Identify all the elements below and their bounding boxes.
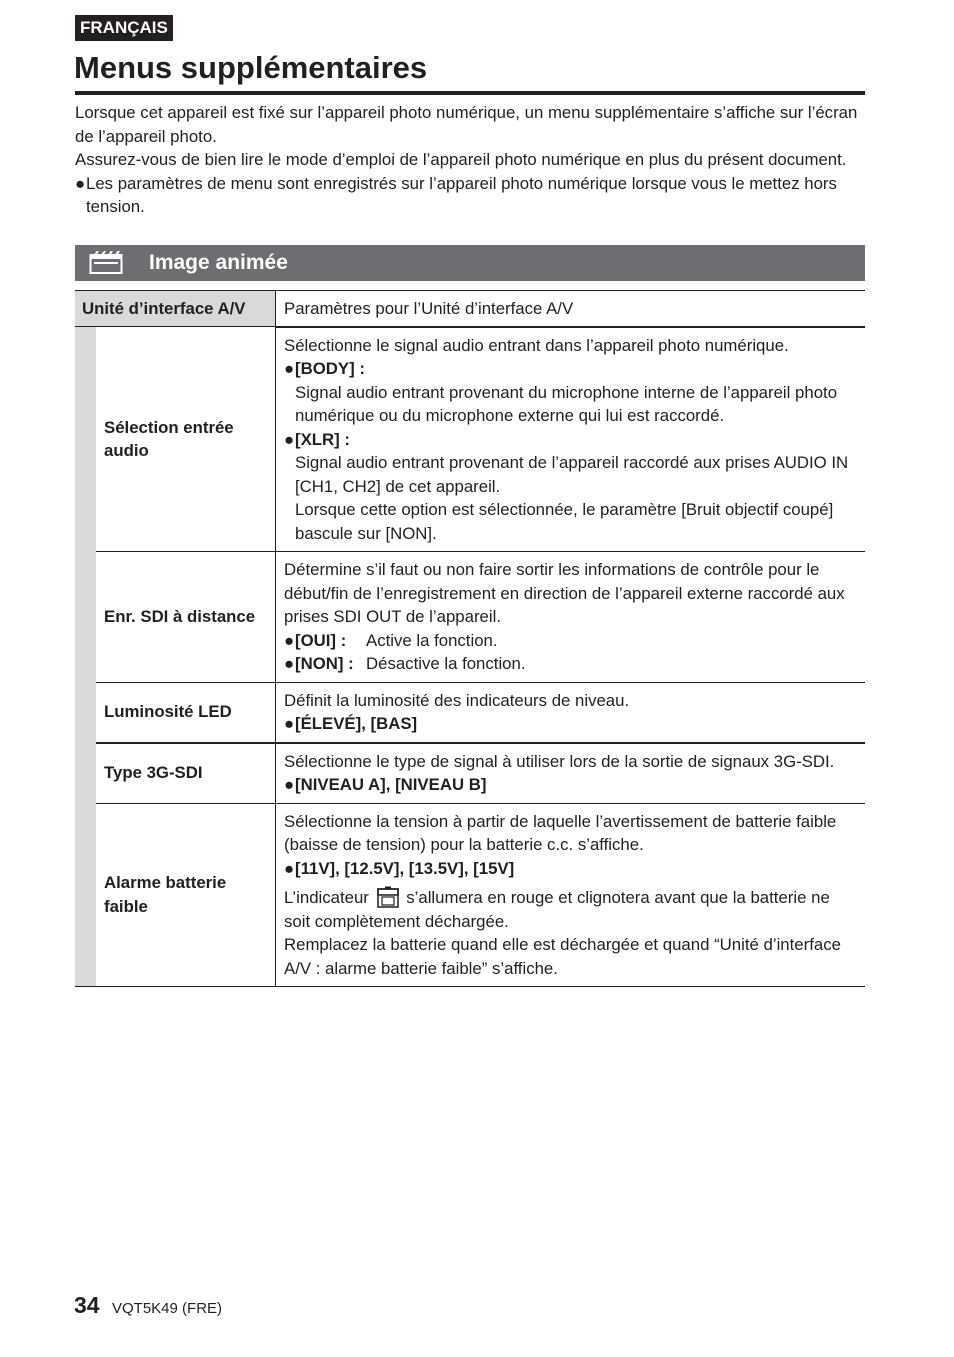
option-label: [XLR] : [295, 429, 350, 449]
option-text: Signal audio entrant provenant de l’appareil raccordé aux prises AUDIO IN [CH1, CH2] de cet appareil. [295, 453, 849, 496]
option-label: [BODY] : [295, 359, 365, 378]
note-text-before: L’indicateur [284, 888, 369, 907]
note-text-after: s’allumera en rouge et clignotera avant que la batterie ne soit complètement déchargée. [284, 888, 830, 931]
row-desc [276, 552, 866, 683]
option-label: [11V], [12.5V], [13.5V], [15V] [295, 858, 515, 878]
option-label: [NON] : [295, 654, 354, 673]
row-note [284, 886, 857, 933]
intro-paragraph-1: Lorsque cet appareil est fixé sur l’appareil photo numérique, un menu supplémentaire s’affiche sur l’écran de l’appareil photo. [75, 103, 858, 146]
row-label: Enr. SDI à distance [96, 552, 276, 683]
option: ● [OUI] : Active la fonction. [284, 629, 857, 653]
table-row [75, 327, 865, 552]
table-row [75, 552, 865, 683]
intro-bullet [75, 172, 865, 219]
table-side-strip [75, 327, 96, 987]
row-desc [276, 327, 866, 552]
section-header [75, 245, 865, 281]
option: ● [ÉLEVÉ], [BAS] [284, 712, 857, 736]
option-text: Active la fonction. [366, 630, 498, 650]
row-intro: Détermine s’il faut ou non faire sortir les informations de contrôle pour le début/fin de l’enregistrement en direction de l’appareil externe raccordé aux prises SDI OUT de l’appareil. [284, 560, 845, 626]
option-label: [ÉLEVÉ], [BAS] [295, 714, 418, 733]
row-desc [276, 803, 866, 987]
settings-table [75, 290, 865, 987]
bullet-dot: ● [75, 173, 86, 193]
option: ● [NIVEAU A], [NIVEAU B] [284, 773, 857, 797]
table-header-label: Unité d’interface A/V [75, 291, 276, 327]
row-note-2: Remplacez la batterie quand elle est déchargée et quand “Unité d’interface A/V : alarme batterie faible” s’affiche. [284, 935, 841, 978]
option: ● [XLR] : [284, 428, 857, 452]
row-intro: Sélectionne la tension à partir de laquelle l’avertissement de batterie faible (baisse de tension) pour la batterie c.c. s’affiche. [284, 811, 837, 854]
intro-paragraph-2: Assurez-vous de bien lire le mode d’emploi de l’appareil photo numérique en plus du présent document. [75, 150, 847, 169]
intro-bullet-text: Les paramètres de menu sont enregistrés sur l’appareil photo numérique lorsque vous le mettez hors tension. [86, 173, 837, 216]
row-label: Sélection entrée audio [96, 327, 276, 552]
row-intro: Sélectionne le type de signal à utiliser lors de la sortie de signaux 3G-SDI. [284, 751, 835, 771]
row-label: Luminosité LED [96, 682, 276, 743]
table-row [75, 743, 865, 804]
battery-indicator-icon [377, 886, 399, 908]
section-title: Image animée [149, 251, 288, 274]
language-tag: FRANÇAIS [75, 15, 173, 41]
row-intro: Définit la luminosité des indicateurs de niveau. [284, 690, 630, 710]
document-code: VQT5K49 (FRE) [112, 1300, 223, 1317]
row-label: Alarme batterie faible [96, 803, 276, 987]
option-text: Lorsque cette option est sélectionnée, le paramètre [Bruit objectif coupé] bascule sur [NON]. [295, 500, 834, 543]
row-desc [276, 743, 866, 804]
table-header-desc: Paramètres pour l’Unité d’interface A/V [276, 291, 866, 327]
page-title: Menus supplémentaires [74, 50, 428, 85]
page-number: 34 [74, 1292, 100, 1318]
row-label: Type 3G-SDI [96, 743, 276, 804]
table-header-row [75, 291, 865, 327]
option-text: Signal audio entrant provenant du microphone interne de l’appareil photo numérique ou du microphone externe qui lui est raccordé. [295, 382, 838, 425]
table-row [75, 682, 865, 743]
option-label: [NIVEAU A], [NIVEAU B] [295, 775, 487, 794]
intro-text [75, 101, 865, 219]
title-rule [75, 91, 865, 95]
option: ● [11V], [12.5V], [13.5V], [15V] [284, 857, 857, 881]
option: ● [BODY] : [284, 357, 857, 381]
row-desc [276, 682, 866, 743]
movie-icon [89, 251, 123, 275]
option-text: Désactive la fonction. [366, 654, 526, 673]
table-row [75, 803, 865, 987]
option-label: [OUI] : [295, 630, 347, 650]
option: ● [NON] : Désactive la fonction. [284, 652, 857, 676]
row-intro: Sélectionne le signal audio entrant dans l’appareil photo numérique. [284, 335, 789, 355]
